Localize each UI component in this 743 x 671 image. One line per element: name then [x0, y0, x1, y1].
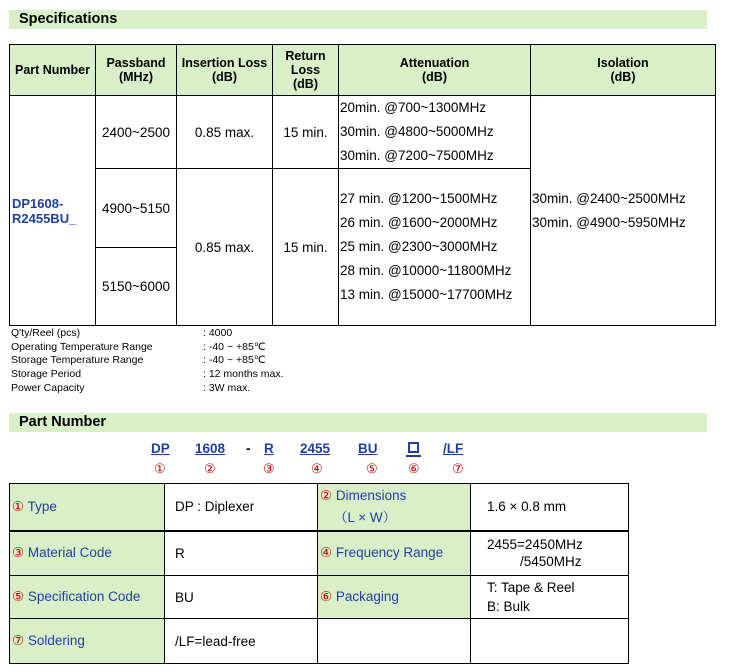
marker-3: ③ — [263, 461, 275, 476]
attenuation-line: 27 min. @1200~1500MHz — [340, 191, 498, 207]
isolation-cell — [531, 96, 716, 326]
pn-label-soldering: ⑦ Soldering — [10, 619, 165, 664]
pn-value-type: DP : Diplexer — [165, 484, 318, 531]
attenuation-line: 26 min. @1600~2000MHz — [340, 215, 498, 231]
pn-value-packaging: T: Tape & Reel B: Bulk — [471, 576, 629, 619]
pn-label-dimensions: ② Dimensions （L × W） — [318, 484, 471, 531]
pn-value-material: R — [165, 531, 318, 576]
general-value: : -40 ~ +85℃ — [203, 354, 266, 367]
general-value: : -40 ~ +85℃ — [203, 340, 266, 353]
code-separator: - — [246, 441, 251, 456]
pn-row-2 — [10, 531, 629, 576]
passband-2: 4900~5150 — [96, 169, 177, 247]
packaging-box-icon — [408, 442, 419, 453]
attenuation-line: 30min. @4800~5000MHz — [340, 124, 494, 140]
pn-empty-label — [318, 619, 471, 664]
general-values — [203, 327, 284, 396]
specifications-title: Specifications — [19, 11, 118, 27]
pn-label-frequency: ④ Frequency Range — [318, 531, 471, 576]
attenuation-line: 28 min. @10000~11800MHz — [340, 263, 512, 279]
pn-value-spec: BU — [165, 576, 318, 619]
isolation-line: 30min. @4900~5950MHz — [532, 214, 686, 230]
code-part-size: 1608 — [195, 441, 226, 456]
pn-empty-value — [471, 619, 629, 664]
insertion-loss-1: 0.85 max. — [177, 96, 273, 169]
attenuation-group-1 — [339, 96, 531, 169]
specifications-heading — [9, 10, 707, 29]
spec-row-1 — [10, 96, 716, 169]
code-part-spec: BU — [358, 441, 378, 456]
pn-label-type: ① Type — [10, 484, 165, 531]
return-loss-2: 15 min. — [273, 169, 339, 326]
general-value: : 3W max. — [203, 381, 251, 394]
spec-header-row — [10, 45, 716, 96]
passband-3: 5150~6000 — [96, 247, 177, 325]
general-value: : 4000 — [203, 327, 233, 339]
attenuation-line: 13 min. @15000~17700MHz — [340, 287, 513, 303]
pn-row-3 — [10, 576, 629, 619]
code-part-material: R — [264, 441, 274, 456]
marker-4: ④ — [311, 461, 323, 476]
attenuation-line: 20min. @700~1300MHz — [340, 100, 487, 116]
marker-1: ① — [154, 461, 166, 476]
marker-5: ⑤ — [366, 461, 378, 476]
general-label: Operating Temperature Range — [11, 340, 153, 353]
marker-2: ② — [204, 461, 216, 476]
header-part-number: Part Number — [10, 45, 96, 96]
general-value: : 12 months max. — [203, 368, 284, 381]
attenuation-line: 25 min. @2300~3000MHz — [340, 239, 498, 255]
return-loss-1: 15 min. — [273, 96, 339, 169]
header-isolation: Isolation (dB) — [531, 45, 716, 96]
packaging-box-underline — [406, 455, 421, 457]
pn-row-4 — [10, 619, 629, 664]
pn-value-soldering: /LF=lead-free — [165, 619, 318, 664]
code-part-frequency: 2455 — [300, 441, 331, 456]
marker-7: ⑦ — [452, 461, 464, 476]
code-part-soldering: /LF — [443, 441, 464, 456]
isolation-line: 30min. @2400~2500MHz — [532, 190, 686, 206]
header-passband: Passband (MHz) — [96, 45, 177, 96]
pn-value-dimensions: 1.6 × 0.8 mm — [471, 484, 629, 531]
part-number-table — [9, 483, 629, 664]
attenuation-line: 30min. @7200~7500MHz — [340, 148, 494, 164]
header-return-loss: Return Loss (dB) — [273, 45, 339, 96]
general-labels — [11, 327, 153, 396]
part-number-title: Part Number — [19, 414, 107, 430]
pn-label-material: ③ Material Code — [10, 531, 165, 576]
general-label: Storage Period — [11, 368, 82, 381]
pn-label-packaging: ⑥ Packaging — [318, 576, 471, 619]
code-part-dp: DP — [151, 441, 170, 456]
marker-6: ⑥ — [408, 461, 420, 476]
pn-row-1 — [10, 484, 629, 531]
attenuation-group-2 — [339, 169, 531, 326]
part-number-heading — [9, 413, 707, 432]
insertion-loss-2: 0.85 max. — [177, 169, 273, 326]
general-label: Power Capacity — [11, 381, 85, 394]
general-label: Storage Temperature Range — [11, 354, 144, 367]
general-label: Q'ty/Reel (pcs) — [11, 327, 81, 339]
specifications-table — [9, 44, 716, 326]
header-insertion-loss: Insertion Loss (dB) — [177, 45, 273, 96]
passband-1: 2400~2500 — [96, 96, 177, 169]
pn-value-frequency: 2455=2450MHz /5450MHz — [471, 531, 629, 576]
pn-label-spec: ⑤ Specification Code — [10, 576, 165, 619]
header-attenuation: Attenuation (dB) — [339, 45, 531, 96]
part-number-cell: DP1608-R2455BU_ — [10, 96, 96, 326]
